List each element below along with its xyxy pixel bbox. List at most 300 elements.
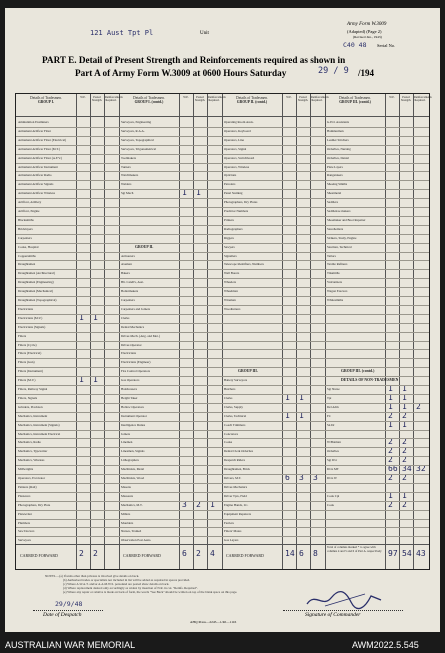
row-rule [16,438,429,439]
table-row: Mechanics, Instrument (Signals) [18,422,60,427]
table-row: Opticians [224,173,237,178]
print-ref: AHQ Press—2245—1/40—1116 [190,620,237,624]
handwritten-count: 1 [93,312,98,322]
sub-header-reinf: Reinforcements Required. [311,96,329,103]
handwritten-count: 3 [299,473,304,482]
table-row: Leather Stitchers [327,137,349,142]
table-row: Draughtsmen (Topographical) [18,298,57,302]
handwritten-count: 1 [285,410,290,420]
sub-header-posted: Posted Strength. [194,96,206,103]
table-row: Farriers [224,520,234,525]
handwritten-count: 6 [299,549,304,558]
year-label: /194 [358,68,375,78]
table-row: Artificer, Artillery [18,200,42,205]
table-row: GROUP III. [238,369,258,374]
row-rule [16,145,429,146]
table-row: Observation Post Assts. [121,538,152,543]
table-row: Dental Clerk Orderlies [224,449,254,454]
row-rule [16,314,429,315]
signature-line [283,610,403,611]
handwritten-count: 2 [388,437,393,447]
table-row: Clerks, Technical [224,413,247,418]
table-row: Tinsmiths [327,271,340,276]
table-row: Moulders [121,520,134,525]
table-row: Rangetakers [327,173,343,178]
note-e: (e) Where any repair or relative is made on back of form, the words "See Back" should be written on top of the blank space on this page. [63,590,238,594]
row-rule [16,447,429,448]
table-row: Panel Staining [224,191,243,196]
row-rule [16,430,429,431]
handwritten-count: 1 [402,401,407,411]
row-rule [16,136,429,137]
table-row: Mechanics, Radio [18,440,42,445]
handwritten-count: 8 [313,549,318,558]
form-sheet [5,8,440,632]
row-rule [16,305,429,306]
handwritten-count: 2 [388,446,393,456]
table-row: Dvrs W [327,476,337,480]
table-row: Millers [121,511,131,516]
row-rule [16,456,429,457]
table-row: Mechanics, Typewriter [18,449,48,454]
table-row: Painters (Rail) [18,484,37,489]
table-row: Gas Layers [224,538,239,543]
table-row: Armament Artificer Instrument [18,164,58,169]
table-row: Equipment Repairers [224,511,251,516]
table-row: Carpenters [18,235,32,240]
table-row: Radiographers [224,226,243,231]
sub-header-reinf: Reinforcements Required. [105,96,123,103]
strength-table [15,93,430,570]
handwritten-count: 3 [182,499,187,509]
table-row: Textile Refiners [327,262,348,267]
table-row: G.P.O. Assistants [327,120,349,124]
table-row: Bricklayers [18,226,33,231]
title-line-2: Part A of Army Form W.3009 at 0600 Hours Saturday [75,68,287,78]
row-rule [16,474,429,475]
table-row: Cook [327,502,334,507]
row-rule [16,278,429,279]
handwritten-count: 1 [79,312,84,322]
table-row: Linesmen, Signals [121,449,145,454]
table-row: Drivers, M.T. [224,476,242,480]
table-row: Telescope Identifiers, Numbers [224,262,264,267]
table-row: Saddletree makers [327,209,351,213]
row-rule [16,501,429,502]
table-row: Bakers [121,271,130,276]
sub-header-reinf: Reinforcements Required. [414,96,432,103]
table-row: Surveyors [18,538,31,543]
handwritten-count: 2 [402,446,407,456]
archive-bar [0,638,445,653]
table-row: Electricians [121,351,137,356]
table-row: Whitesmiths [327,298,344,302]
table-row: Tailors [327,253,336,258]
row-rule [16,154,429,155]
row-rule [16,412,429,413]
table-row: Driver-Mech. (Ang. and Mot.) [121,333,160,338]
table-row: Signallers [224,253,237,258]
table-row: Storeholders [327,226,344,231]
table-row: Orderlies, Nursing [327,146,351,151]
table-row: Woodturners [224,306,241,311]
table-row: Coppersmiths [18,253,36,258]
table-row: Armourers [121,253,135,258]
handwritten-count: 14 [285,549,295,558]
table-row: Draughtsmen (Engineering) [18,280,54,285]
row-rule [16,341,429,342]
table-row: Printers [224,217,234,222]
table-row: Armament Artificer Wireless [18,191,55,196]
table-row: Armament Artificer Fitter (A.F.V.) [18,155,62,160]
title-line-1: PART E. Detail of Present Strength and Reinforcements required as shown in [42,55,346,65]
table-row: Well Borers [224,271,240,276]
handwritten-count: 1 [299,410,304,420]
handwritten-count: 2 [402,455,407,465]
form-ref: Army Form W.3009 [347,22,387,27]
table-row: Operators, Keyboard [224,128,251,133]
row-rule [16,287,429,288]
serial-value: C40 48 [343,41,367,49]
table-row: Clerks [121,315,130,320]
handwritten-count: 2 [402,473,407,482]
row-rule [16,163,429,164]
table-row: Mechanics, Wireless [18,458,45,463]
table-row: Patrolers [224,182,236,187]
handwritten-count: 1 [402,392,407,402]
table-row: Fitters (Instrument) [18,369,43,374]
sub-header-we: W.E. [389,96,395,99]
row-rule [16,483,429,484]
table-row: Driver-Operator [121,342,142,347]
table-row: Electricians (Engineer) [121,360,151,365]
row-rule [16,403,429,404]
archive-name: AUSTRALIAN WAR MEMORIAL [5,640,136,650]
handwritten-count: 2 [388,473,393,482]
row-rule [16,465,429,466]
handwritten-count: 43 [416,549,426,558]
row-rule [16,367,429,368]
table-row: Mechanics, M.T. [121,502,143,507]
table-row: Operators, Signal [224,146,247,151]
table-row: Dental Mechanics [121,324,145,329]
table-row: Battery Surveyors [224,378,248,383]
table-row: Blacksmiths [18,217,34,222]
table-row: Fitters, Railway Signal [18,387,48,391]
table-row: Turners [121,164,131,169]
table-row: Boilermakers [121,289,139,294]
handwritten-count: 2 [402,499,407,509]
handwritten-count: 1 [285,392,290,402]
table-row: GROUP III. (contd.) [341,369,375,374]
row-rule [16,243,429,244]
table-row: Nurses, Trained [121,529,142,534]
commander-signature [305,588,385,610]
carried-label-3: CARRIED FORWARD [226,553,264,558]
form-revised: (Revised Jan., 1943) [353,35,382,39]
row-rule [16,252,429,253]
handwritten-count: 6 [182,549,187,558]
table-row: Electricians [18,306,34,311]
carried-label-1: CARRIED FORWARD [20,553,58,558]
date-value: 29 / 9 [318,66,349,76]
row-rule [16,127,429,128]
table-row: Engine Hands, I.C. [224,502,249,507]
handwritten-count: 1 [388,392,393,402]
table-row: Despatch Riders [224,458,245,463]
table-row: Linemen [121,440,133,445]
table-row: Mechanics, Instrument Electrical [18,431,61,436]
table-row: Sn Dr [327,422,335,427]
handwritten-count: 1 [402,419,407,429]
handwritten-count: 2 [402,437,407,447]
table-row: Strikers, Study, Engine [327,235,357,240]
table-row: Driver Tpts, Field [224,493,247,498]
table-row: Hammermen [327,128,344,133]
handwritten-count: 6 [285,473,290,482]
table-row: Operators, Line [224,137,245,142]
table-row: DETAILS OF NON-TRADESMEN [341,378,398,383]
col1-header: Details of Tradesmen. GROUP I. [30,96,62,105]
despatch-date-label: Date of Despatch [43,612,82,618]
table-row: Instrument Operator [121,413,147,418]
table-row: Orderlies, Dental [327,155,349,160]
table-row: Millwrights [18,467,34,472]
table-row: Orderlies [327,449,339,454]
sub-header-posted: Posted Strength. [297,96,309,103]
table-row: Predictor Numbers [224,209,249,213]
row-rule [16,207,429,208]
signature-label: Signature of Commander [305,612,361,618]
table-row: Sgt Nurse [327,387,340,391]
table-row: Sawyers [224,244,235,249]
table-row: Cook Cpl [327,493,340,498]
table-row: Wiremen [224,298,236,302]
table-row: Wagon Erectors [327,289,348,294]
handwritten-count: 1 [196,188,201,198]
table-row: Draughtsmen [18,262,36,267]
table-row: Shoemaker and Boot Repairer [327,217,366,222]
table-row: Hairdressers [121,387,137,391]
table-row: Cooks [224,440,233,445]
table-row: Platewriter [18,511,32,516]
note-b: (b) Authorised trades or specialists not included in list will be added as required in spaces provided. [63,578,191,582]
table-row: Riggers [224,235,234,240]
table-row: Armament Artificer Fitter (Electrical) [18,137,67,142]
row-rule [16,527,429,528]
table-row: Armament Artificer Signals [18,182,54,187]
col2-header: Details of Tradesmen. GROUP I. (contd.) [133,96,165,105]
sub-header-posted: Posted Strength. [400,96,412,103]
row-rule [16,171,429,172]
handwritten-count: 1 [388,490,393,500]
row-rule [16,349,429,350]
handwritten-count: 34 [402,464,412,474]
table-row: Ammunition Examiners [18,120,49,124]
carried-label-2: CARRIED FORWARD [123,553,161,558]
table-row: Photographers, Dry Plate [18,502,51,507]
row-rule [16,510,429,511]
note-c: (c) Where A.W.A.T. and/or A.A.M.W.S. personnel are posted show details on back. [63,582,170,586]
table-row: Masons [121,484,131,489]
table-row: Butchers [224,387,236,391]
table-row: Surveyors, R.A.A. [121,128,145,133]
handwritten-count: 3 [313,473,318,482]
table-row: Clerks [224,395,233,400]
handwritten-count: 2 [416,401,421,411]
table-row: Surveyors, Trigonometrical [121,146,157,151]
row-rule [16,198,429,199]
table-row: Armament Artificer Radio [18,173,52,178]
table-row: Fitters (Cycle) [18,342,37,347]
table-row: Masseurs [121,493,134,498]
handwritten-count: 2 [388,499,393,509]
despatch-date-value: 29/9/48 [55,600,83,608]
unit-value: 121 Aust Tpt Pl [90,29,154,37]
table-row: Plate Layers [327,164,343,169]
table-row: Driver-Mechanics [224,484,248,489]
table-row: Operators, Excavator [18,476,46,480]
row-rule [16,332,429,333]
archive-id: AWM2022.5.545 [352,640,419,650]
table-row: Draughtsmen (Architectural) [18,271,55,276]
table-row: Toolmakers [121,155,137,160]
row-rule [16,180,429,181]
table-row: Stormen, Technical [327,244,352,249]
handwritten-count: 97 [388,549,398,558]
table-row: Cooks, Hospital [18,244,39,249]
note-a: NOTES.—(a) If units other than privates is involved give details on back. [45,574,140,578]
table-row: Concretors [224,431,238,436]
table-row: Fire Control Operators [121,369,151,374]
table-row: Saddlers [327,200,338,205]
row-rule [16,225,429,226]
row-rule [16,394,429,395]
row-rule [16,385,429,386]
handwritten-count: 2 [402,410,407,420]
handwritten-count: 1 [402,490,407,500]
table-row: Draughtsmen, Brick [224,467,250,472]
handwritten-count: 2 [196,549,201,558]
table-row: Wheelers [224,280,237,285]
table-row: Grinders, Precision [18,404,43,409]
table-row: Operating Room Assts. [224,120,254,124]
handwritten-count: 2 [93,549,98,558]
table-row: Wheelmen [224,289,238,294]
date-line [33,610,103,611]
row-rule [16,536,429,537]
handwritten-count: 54 [402,549,412,558]
row-rule [16,323,429,324]
table-row: Gas Operators [121,378,140,383]
table-row: Del Adm [327,404,339,409]
table-row: Sgt Dvr [327,458,338,463]
table-row: Saw Doctors [18,529,35,534]
row-rule [16,269,429,270]
serial-label: Serial No. [377,43,396,48]
table-row: Surveyors, Engineering [121,120,152,124]
header-rule [16,116,429,117]
row-rule [16,376,429,377]
total-note: Total of columns marked * to agree with columns 4 and 5 and 6 of Part A. respectively [327,545,382,553]
handwritten-count: 1 [402,384,407,393]
handwritten-count: 1 [93,375,98,385]
table-row: Lithographers [121,458,139,463]
handwritten-count: 1 [388,384,393,393]
table-row: Watchmakers [121,173,139,178]
row-rule [16,216,429,217]
table-row: Joiners [121,431,131,436]
table-row: W/Batman [327,440,341,445]
row-rule [16,296,429,297]
table-row: Fitters [18,333,27,338]
table-row: Shoeing Smiths [327,182,348,187]
col3-header: Details of Tradesmen. GROUP II. (contd.) [236,96,268,105]
table-row: Machinists, Wood [121,476,145,480]
table-row: Coach Trimmers [224,422,246,427]
handwritten-count: 2 [196,499,201,509]
row-rule [16,260,429,261]
row-rule [16,421,429,422]
table-row: Carpenters and Joiners [121,306,151,311]
row-rule [16,492,429,493]
row-rule [16,189,429,190]
table-row: Tpt [327,395,332,400]
table-row: Clerks, Supply [224,404,243,409]
handwritten-count: 66 [388,464,398,474]
table-row: Fitters' Mates [224,529,242,534]
handwritten-count: 1 [182,188,187,198]
table-row: Electricians (M.V.) [18,315,43,320]
sub-header-we: W.E. [183,96,189,99]
table-row: Mechanics, Instrument [18,413,48,418]
table-row: Plumbers [18,520,31,525]
table-row: Surveyors, Topographical [121,137,154,142]
table-row: Welders [121,182,132,187]
handwritten-count: 2 [388,455,393,465]
note-d: (d) Where replacement desired only accordingly as widest by insertion of N.R. in col. "Reinfs. Required". [63,586,198,590]
table-row: Blr. Candl's, Asst. [121,280,144,285]
row-rule [16,358,429,359]
table-row: Fitters (M.V.) [18,378,36,383]
table-row: Photographers, Dry Plates [224,200,258,205]
col4-header: Details of Tradesmen. GROUP III. (contd.) [339,96,371,105]
row-rule [16,234,429,235]
handwritten-count: 1 [388,401,393,411]
table-row: Plasterers [18,493,31,498]
table-row: GROUP II. [135,244,154,249]
sub-header-reinf: Reinforcements Required. [208,96,226,103]
table-row: Axemen [121,262,132,267]
table-row: Machinists, Metal [121,467,145,472]
handwritten-count: 4 [210,549,215,558]
table-row: Fd [327,413,331,418]
table-row: Vulcanizers [327,280,343,285]
handwritten-count: 2 [79,549,84,558]
table-row: Artificer, Engine [18,209,40,213]
table-row: Operators, Switchboard [224,155,255,160]
table-row: Hollow Operators [121,404,144,409]
handwritten-count: 1 [388,419,393,429]
table-row: Height Taker [121,395,138,400]
sub-header-posted: Posted Strength. [91,96,103,103]
handwritten-count: 1 [299,392,304,402]
handwritten-count: 1 [79,375,84,385]
table-row: Armament Artificer Fitter [18,128,51,133]
table-row: Fitters, Signals [18,395,38,400]
table-row: Operators, Wireless [224,164,250,169]
table-row: Fitters (Electrical) [18,351,42,356]
